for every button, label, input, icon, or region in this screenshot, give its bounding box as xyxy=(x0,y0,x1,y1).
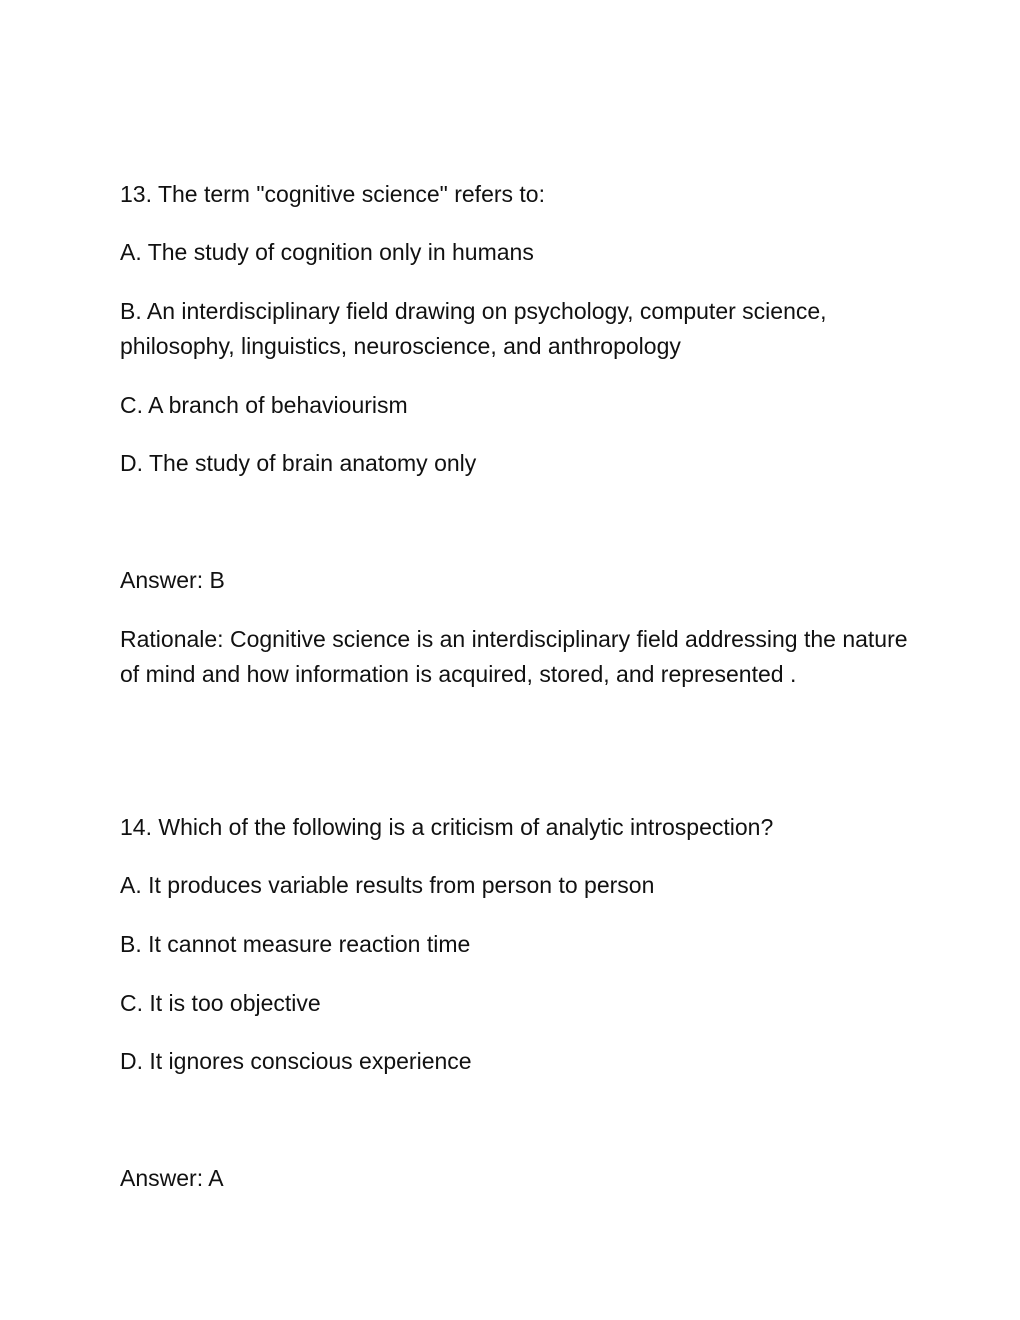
question-13-rationale: Rationale: Cognitive science is an interdisciplinary field addressing the nature of mind and how information is acquired, stored, and represented . xyxy=(120,626,908,687)
question-13-prompt: 13. The term "cognitive science" refers to: xyxy=(120,181,545,207)
question-13-option-b: B. An interdisciplinary field drawing on psychology, computer science, philosophy, linguistics, neuroscience, and anthropology xyxy=(120,298,827,359)
question-14-option-a: A. It produces variable results from person to person xyxy=(120,872,655,898)
question-13-option-a: A. The study of cognition only in humans xyxy=(120,239,534,265)
question-14-answer: Answer: A xyxy=(120,1165,224,1191)
question-14-option-d: D. It ignores conscious experience xyxy=(120,1048,472,1074)
question-13-answer: Answer: B xyxy=(120,567,225,593)
question-14-option-c: C. It is too objective xyxy=(120,990,321,1016)
question-13-option-d: D. The study of brain anatomy only xyxy=(120,450,477,476)
question-14-prompt: 14. Which of the following is a criticism of analytic introspection? xyxy=(120,814,774,840)
question-13-option-c: C. A branch of behaviourism xyxy=(120,392,408,418)
question-14-option-b: B. It cannot measure reaction time xyxy=(120,931,471,957)
